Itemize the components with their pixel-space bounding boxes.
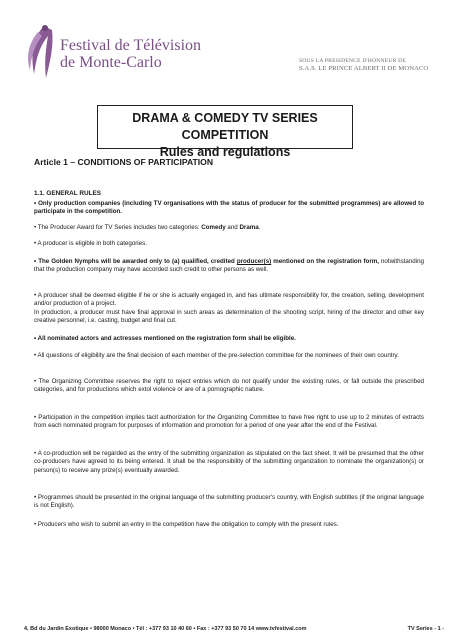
paragraph-co-production: • A co-production will be regarded as the entry of the submitting organization as stipulated on the fact sheet. It will be presumed that the other co-producers have agreed to its being entered. It shall be the responsibility of the submitting organization to nominate the organization(s) or person(s) to receive any prize(s) eventually awarded.: [34, 450, 424, 474]
page-number: TV Series - 1 -: [407, 626, 444, 632]
text: mentioned on the registration form,: [271, 258, 379, 265]
paragraph-award-categories: [34, 224, 424, 232]
patronage-line-2: S.A.S. LE PRINCE ALBERT II DE MONACO: [299, 65, 429, 72]
paragraph-compliance: • Producers who wish to submit an entry in the competition have the obligation to comply with the present rules.: [34, 521, 339, 528]
footer-address: 4, Bd du Jardin Exotique • 98000 Monaco • Tél : +377 93 10 40 60 • Fax : +377 93 50 70 14 www.tvfestival.com: [24, 626, 307, 632]
paragraph-rejection-rights: • The Organizing Committee reserves the right to reject entries which do not qualify under the existing rules, or fall outside the prescribed categories, and for productions which extol violence or are of a pornographic nature.: [34, 378, 424, 394]
section-heading: 1.1. GENERAL RULES: [34, 190, 101, 198]
document-title-box: [97, 105, 353, 159]
paragraph-eligible-both: • A producer is eligible in both categories.: [34, 240, 147, 247]
paragraph-actors-eligible: • All nominated actors and actresses mentioned on the registration form shall be eligible.: [34, 335, 296, 342]
article-heading: Article 1 – CONDITIONS OF PARTICIPATION: [34, 157, 214, 167]
text: • The Golden Nymphs will be awarded only to (a) qualified, credited: [34, 258, 237, 265]
paragraph-language: • Programmes should be presented in the original language of the submitting producer's country, with English subtitles (if the original language is not English).: [34, 494, 424, 510]
paragraph-producer-approval: In production, a producer must have final approval in such areas as determination of the shooting script, hiring of the director and other key creative personnel, i.e. casting, budget and final cut.: [34, 309, 424, 325]
festival-logo-text: [60, 37, 201, 71]
category-comedy: Comedy: [201, 224, 226, 231]
category-drama: Drama: [239, 224, 259, 231]
logo-line-1: Festival de Télévision: [60, 37, 202, 54]
festival-nymph-logo-icon: [24, 22, 58, 82]
paragraph-eligibility-questions: • All questions of eligibility are the final decision of each member of the pre-selection committee for the nominees of their own country.: [34, 352, 399, 359]
document-title: DRAMA & COMEDY TV SERIES COMPETITION: [132, 111, 318, 142]
paragraph-producer-eligibility: • A producer shall be deemed eligible if he or she is actually engaged in, and has ultimate responsibility for, the creation, selling, development and/or production of a project.: [34, 292, 424, 308]
paragraph-extract-usage: • Participation in the competition implies tacit authorization for the Organizing Committee to have free right to use up to 2 minutes of extracts from each nominated program for purposes of information and promotion for a period of one year after the end of the Festival.: [34, 414, 424, 430]
document-subtitle: Rules and regulations: [159, 145, 291, 159]
page-header: [0, 0, 452, 95]
paragraph-golden-nymphs: [34, 258, 424, 275]
text: producer(s): [236, 258, 272, 265]
patronage-text: [299, 58, 449, 72]
text: and: [225, 224, 240, 231]
paragraph-production-companies: • Only production companies (including TV organisations with the status of producer for the submitted programmes) are allowed to participate in the competition.: [34, 200, 424, 216]
text: • The Producer Award for TV Series includes two categories:: [34, 224, 202, 231]
patronage-line-1: SOUS LA PRESIDENCE D'HONNEUR DE: [299, 58, 406, 64]
text: notwithstanding that the production company may have accorded such credit to other persons as well.: [34, 258, 424, 274]
text: .: [258, 224, 261, 231]
logo-line-2: de Monte-Carlo: [60, 54, 162, 71]
